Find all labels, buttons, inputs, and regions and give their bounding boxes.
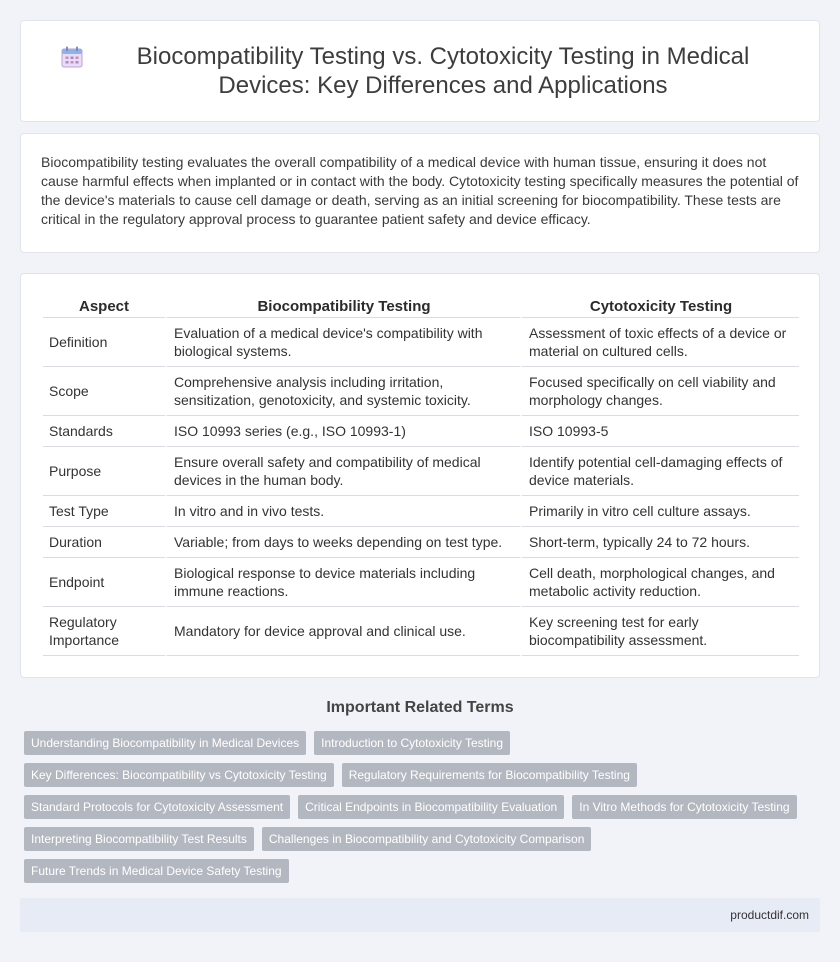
- row-aspect: Duration: [43, 527, 165, 558]
- table-row: [43, 607, 799, 656]
- column-header-cytotoxicity: Cytotoxicity Testing: [520, 294, 799, 318]
- comparison-table-card: [20, 273, 820, 678]
- related-term-link[interactable]: Introduction to Cytotoxicity Testing: [314, 731, 510, 755]
- row-cytotoxicity: Cell death, morphological changes, and metabolic activity reduction.: [520, 558, 799, 607]
- related-term-link[interactable]: Standard Protocols for Cytotoxicity Assessment: [24, 795, 290, 819]
- table-row: [43, 558, 799, 607]
- related-term-link[interactable]: Key Differences: Biocompatibility vs Cytotoxicity Testing: [24, 763, 334, 787]
- footer-site-name[interactable]: productdif.com: [730, 908, 809, 922]
- related-term-link[interactable]: Future Trends in Medical Device Safety Testing: [24, 859, 289, 883]
- page-title: Biocompatibility Testing vs. Cytotoxicity Testing in Medical Devices: Key Differences and Applications: [136, 43, 750, 99]
- column-header-biocompatibility: Biocompatibility Testing: [165, 294, 520, 318]
- row-aspect: Definition: [43, 318, 165, 367]
- row-aspect: Standards: [43, 416, 165, 447]
- row-biocompatibility: ISO 10993 series (e.g., ISO 10993-1): [165, 416, 520, 447]
- row-biocompatibility: In vitro and in vivo tests.: [165, 496, 520, 527]
- intro-paragraph: Biocompatibility testing evaluates the overall compatibility of a medical device with human tissue, ensuring it does not cause harmful effects when implanted or in contact with the body. Cytotoxicity testing specifically measures the potential of the device's materials to cause cell damage or death, serving as an initial screening for biocompatibility. These tests are critical in the regulatory approval process to guarantee patient safety and device efficacy.: [41, 154, 799, 227]
- row-cytotoxicity: Focused specifically on cell viability and morphology changes.: [520, 367, 799, 416]
- table-row: [43, 318, 799, 367]
- row-aspect: Purpose: [43, 447, 165, 496]
- row-aspect: Test Type: [43, 496, 165, 527]
- title-wrap: [61, 42, 779, 100]
- header-card: [20, 20, 820, 122]
- row-cytotoxicity: ISO 10993-5: [520, 416, 799, 447]
- related-term-link[interactable]: Regulatory Requirements for Biocompatibility Testing: [342, 763, 637, 787]
- row-cytotoxicity: Assessment of toxic effects of a device or material on cultured cells.: [520, 318, 799, 367]
- row-cytotoxicity: Primarily in vitro cell culture assays.: [520, 496, 799, 527]
- row-cytotoxicity: Identify potential cell-damaging effects of device materials.: [520, 447, 799, 496]
- column-header-aspect: Aspect: [43, 294, 165, 318]
- row-cytotoxicity: Key screening test for early biocompatibility assessment.: [520, 607, 799, 656]
- row-biocompatibility: Evaluation of a medical device's compatibility with biological systems.: [165, 318, 520, 367]
- row-cytotoxicity: Short-term, typically 24 to 72 hours.: [520, 527, 799, 558]
- row-aspect: Scope: [43, 367, 165, 416]
- related-terms-list: [24, 731, 824, 883]
- table-row: [43, 527, 799, 558]
- row-biocompatibility: Variable; from days to weeks depending on test type.: [165, 527, 520, 558]
- row-biocompatibility: Mandatory for device approval and clinical use.: [165, 607, 520, 656]
- row-aspect: Regulatory Importance: [43, 607, 165, 656]
- related-term-link[interactable]: Understanding Biocompatibility in Medical Devices: [24, 731, 306, 755]
- row-biocompatibility: Comprehensive analysis including irritation, sensitization, genotoxicity, and systemic toxicity.: [165, 367, 520, 416]
- table-row: [43, 447, 799, 496]
- related-terms-heading: Important Related Terms: [326, 699, 514, 716]
- intro-card: [20, 133, 820, 253]
- row-biocompatibility: Ensure overall safety and compatibility of medical devices in the human body.: [165, 447, 520, 496]
- table-row: [43, 416, 799, 447]
- calendar-icon: [61, 46, 83, 68]
- related-term-link[interactable]: Challenges in Biocompatibility and Cytotoxicity Comparison: [262, 827, 591, 851]
- footer: [20, 898, 820, 932]
- table-row: [43, 367, 799, 416]
- related-term-link[interactable]: Interpreting Biocompatibility Test Results: [24, 827, 254, 851]
- table-header-row: [43, 294, 799, 318]
- comparison-table: [43, 294, 799, 656]
- related-term-link[interactable]: In Vitro Methods for Cytotoxicity Testing: [572, 795, 796, 819]
- row-aspect: Endpoint: [43, 558, 165, 607]
- row-biocompatibility: Biological response to device materials including immune reactions.: [165, 558, 520, 607]
- table-row: [43, 496, 799, 527]
- related-term-link[interactable]: Critical Endpoints in Biocompatibility Evaluation: [298, 795, 564, 819]
